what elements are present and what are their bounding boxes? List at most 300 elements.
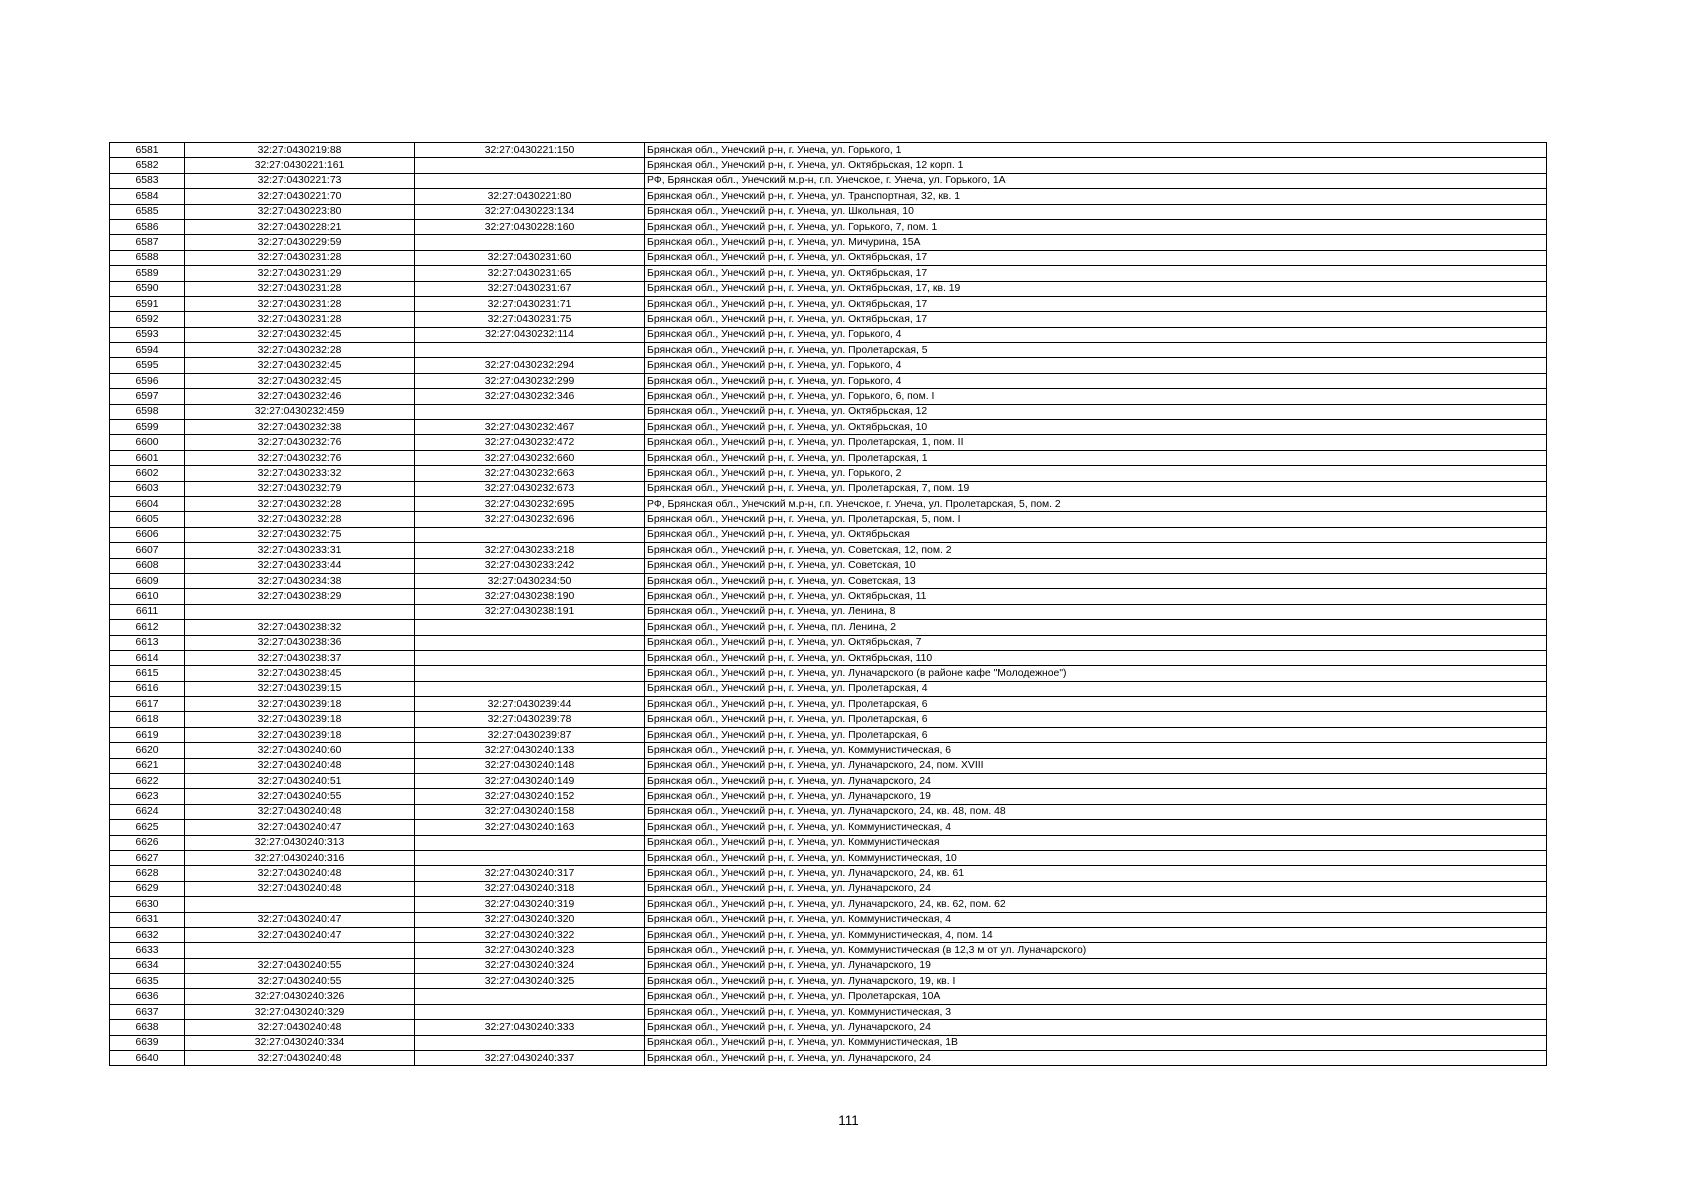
row-number-cell: 6636 — [110, 989, 185, 1004]
object-number-cell: 32:27:0430232:467 — [415, 420, 645, 435]
object-number-cell: 32:27:0430239:44 — [415, 697, 645, 712]
table-row — [110, 697, 1547, 712]
cadastral-number-cell: 32:27:0430240:47 — [185, 912, 415, 927]
address-cell: Брянская обл., Унечский р-н, г. Унеча, ул. Ленина, 8 — [645, 604, 1547, 619]
row-number-cell: 6616 — [110, 681, 185, 696]
address-cell: Брянская обл., Унечский р-н, г. Унеча, ул. Коммунистическая, 1В — [645, 1035, 1547, 1050]
address-cell: Брянская обл., Унечский р-н, г. Унеча, ул. Октябрьская, 7 — [645, 635, 1547, 650]
row-number-cell: 6623 — [110, 789, 185, 804]
table-row — [110, 435, 1547, 450]
address-cell: Брянская обл., Унечский р-н, г. Унеча, ул. Коммунистическая — [645, 835, 1547, 850]
row-number-cell: 6581 — [110, 143, 185, 158]
table-row — [110, 450, 1547, 465]
object-number-cell — [415, 404, 645, 419]
address-cell: Брянская обл., Унечский р-н, г. Унеча, ул. Октябрьская, 17 — [645, 250, 1547, 265]
table-row — [110, 820, 1547, 835]
address-cell: Брянская обл., Унечский р-н, г. Унеча, ул. Коммунистическая, 4 — [645, 912, 1547, 927]
address-cell: Брянская обл., Унечский р-н, г. Унеча, ул. Пролетарская, 6 — [645, 727, 1547, 742]
address-cell: Брянская обл., Унечский р-н, г. Унеча, ул. Коммунистическая (в 12,3 м от ул. Луначарского) — [645, 943, 1547, 958]
row-number-cell: 6583 — [110, 173, 185, 188]
object-number-cell: 32:27:0430240:152 — [415, 789, 645, 804]
address-cell: Брянская обл., Унечский р-н, г. Унеча, ул. Горького, 2 — [645, 466, 1547, 481]
cadastral-number-cell: 32:27:0430240:48 — [185, 866, 415, 881]
table-row — [110, 774, 1547, 789]
object-number-cell: 32:27:0430232:673 — [415, 481, 645, 496]
address-cell: Брянская обл., Унечский р-н, г. Унеча, ул. Пролетарская, 5, пом. I — [645, 512, 1547, 527]
table-row — [110, 527, 1547, 542]
row-number-cell: 6639 — [110, 1035, 185, 1050]
table-row — [110, 466, 1547, 481]
table-row — [110, 758, 1547, 773]
table-row — [110, 420, 1547, 435]
address-cell: Брянская обл., Унечский р-н, г. Унеча, ул. Пролетарская, 6 — [645, 697, 1547, 712]
row-number-cell: 6598 — [110, 404, 185, 419]
cadastral-number-cell: 32:27:0430221:73 — [185, 173, 415, 188]
row-number-cell: 6606 — [110, 527, 185, 542]
table-row — [110, 850, 1547, 865]
table-row — [110, 958, 1547, 973]
cadastral-number-cell: 32:27:0430232:45 — [185, 358, 415, 373]
table-row — [110, 389, 1547, 404]
address-cell: РФ, Брянская обл., Унечский м.р-н, г.п. Унечское, г. Унеча, ул. Горького, 1А — [645, 173, 1547, 188]
object-number-cell: 32:27:0430231:65 — [415, 266, 645, 281]
address-cell: Брянская обл., Унечский р-н, г. Унеча, пл. Ленина, 2 — [645, 620, 1547, 635]
table-row — [110, 943, 1547, 958]
address-cell: Брянская обл., Унечский р-н, г. Унеча, ул. Луначарского, 24 — [645, 774, 1547, 789]
table-row — [110, 512, 1547, 527]
cadastral-number-cell: 32:27:0430232:45 — [185, 327, 415, 342]
object-number-cell: 32:27:0430233:218 — [415, 543, 645, 558]
cadastral-number-cell: 32:27:0430240:55 — [185, 974, 415, 989]
object-number-cell: 32:27:0430238:190 — [415, 589, 645, 604]
address-cell: Брянская обл., Унечский р-н, г. Унеча, ул. Советская, 10 — [645, 558, 1547, 573]
address-cell: Брянская обл., Унечский р-н, г. Унеча, ул. Пролетарская, 4 — [645, 681, 1547, 696]
row-number-cell: 6625 — [110, 820, 185, 835]
cadastral-number-cell: 32:27:0430240:47 — [185, 820, 415, 835]
row-number-cell: 6612 — [110, 620, 185, 635]
cadastral-number-cell: 32:27:0430231:28 — [185, 281, 415, 296]
object-number-cell: 32:27:0430232:660 — [415, 450, 645, 465]
address-cell: Брянская обл., Унечский р-н, г. Унеча, ул. Луначарского, 19 — [645, 958, 1547, 973]
object-number-cell — [415, 850, 645, 865]
row-number-cell: 6600 — [110, 435, 185, 450]
address-cell: Брянская обл., Унечский р-н, г. Унеча, ул. Горького, 6, пом. I — [645, 389, 1547, 404]
address-cell: Брянская обл., Унечский р-н, г. Унеча, ул. Горького, 4 — [645, 358, 1547, 373]
cadastral-number-cell: 32:27:0430240:313 — [185, 835, 415, 850]
cadastral-number-cell: 32:27:0430240:47 — [185, 927, 415, 942]
cadastral-number-cell: 32:27:0430233:31 — [185, 543, 415, 558]
row-number-cell: 6609 — [110, 573, 185, 588]
object-number-cell — [415, 173, 645, 188]
address-cell: Брянская обл., Унечский р-н, г. Унеча, ул. Октябрьская, 10 — [645, 420, 1547, 435]
address-cell: Брянская обл., Унечский р-н, г. Унеча, ул. Октябрьская, 12 корп. 1 — [645, 158, 1547, 173]
object-number-cell: 32:27:0430240:325 — [415, 974, 645, 989]
object-number-cell: 32:27:0430232:472 — [415, 435, 645, 450]
cadastral-number-cell: 32:27:0430238:29 — [185, 589, 415, 604]
cadastral-number-cell: 32:27:0430233:32 — [185, 466, 415, 481]
cadastral-number-cell: 32:27:0430238:36 — [185, 635, 415, 650]
table-body — [110, 143, 1547, 1066]
address-cell: Брянская обл., Унечский р-н, г. Унеча, ул. Луначарского, 19, кв. I — [645, 974, 1547, 989]
table-row — [110, 296, 1547, 311]
object-number-cell: 32:27:0430240:163 — [415, 820, 645, 835]
cadastral-number-cell: 32:27:0430240:329 — [185, 1004, 415, 1019]
row-number-cell: 6632 — [110, 927, 185, 942]
cadastral-number-cell: 32:27:0430238:32 — [185, 620, 415, 635]
page-number: 111 — [838, 1113, 859, 1128]
address-cell: Брянская обл., Унечский р-н, г. Унеча, ул. Коммунистическая, 3 — [645, 1004, 1547, 1019]
object-number-cell: 32:27:0430240:333 — [415, 1020, 645, 1035]
address-cell: Брянская обл., Унечский р-н, г. Унеча, ул. Пролетарская, 5 — [645, 343, 1547, 358]
address-cell: Брянская обл., Унечский р-н, г. Унеча, ул. Октябрьская, 17 — [645, 312, 1547, 327]
row-number-cell: 6618 — [110, 712, 185, 727]
row-number-cell: 6615 — [110, 666, 185, 681]
row-number-cell: 6604 — [110, 496, 185, 511]
table-row — [110, 1035, 1547, 1050]
table-row — [110, 804, 1547, 819]
object-number-cell: 32:27:0430231:60 — [415, 250, 645, 265]
address-cell: Брянская обл., Унечский р-н, г. Унеча, ул. Луначарского, 24, пом. XVIII — [645, 758, 1547, 773]
object-number-cell — [415, 620, 645, 635]
table-row — [110, 927, 1547, 942]
table-row — [110, 312, 1547, 327]
address-cell: Брянская обл., Унечский р-н, г. Унеча, ул. Луначарского, 24, кв. 61 — [645, 866, 1547, 881]
address-cell: Брянская обл., Унечский р-н, г. Унеча, ул. Луначарского, 19 — [645, 789, 1547, 804]
object-number-cell — [415, 650, 645, 665]
address-cell: Брянская обл., Унечский р-н, г. Унеча, ул. Луначарского (в районе кафе "Молодежное") — [645, 666, 1547, 681]
row-number-cell: 6619 — [110, 727, 185, 742]
table-row — [110, 481, 1547, 496]
cadastral-number-cell: 32:27:0430240:334 — [185, 1035, 415, 1050]
cadastral-table — [109, 142, 1547, 1066]
cadastral-number-cell: 32:27:0430232:79 — [185, 481, 415, 496]
address-cell: Брянская обл., Унечский р-н, г. Унеча, ул. Коммунистическая, 4, пом. 14 — [645, 927, 1547, 942]
table-row — [110, 912, 1547, 927]
table-row — [110, 343, 1547, 358]
cadastral-number-cell: 32:27:0430221:161 — [185, 158, 415, 173]
object-number-cell: 32:27:0430232:299 — [415, 373, 645, 388]
row-number-cell: 6601 — [110, 450, 185, 465]
cadastral-number-cell — [185, 604, 415, 619]
object-number-cell — [415, 235, 645, 250]
address-cell: Брянская обл., Унечский р-н, г. Унеча, ул. Луначарского, 24 — [645, 1051, 1547, 1066]
row-number-cell: 6608 — [110, 558, 185, 573]
row-number-cell: 6607 — [110, 543, 185, 558]
table-row — [110, 635, 1547, 650]
cadastral-number-cell: 32:27:0430232:459 — [185, 404, 415, 419]
cadastral-number-cell: 32:27:0430221:70 — [185, 189, 415, 204]
row-number-cell: 6599 — [110, 420, 185, 435]
object-number-cell: 32:27:0430221:80 — [415, 189, 645, 204]
table-row — [110, 866, 1547, 881]
object-number-cell — [415, 1004, 645, 1019]
row-number-cell: 6595 — [110, 358, 185, 373]
object-number-cell: 32:27:0430240:158 — [415, 804, 645, 819]
row-number-cell: 6587 — [110, 235, 185, 250]
address-cell: Брянская обл., Унечский р-н, г. Унеча, ул. Октябрьская, 110 — [645, 650, 1547, 665]
table-row — [110, 573, 1547, 588]
row-number-cell: 6614 — [110, 650, 185, 665]
object-number-cell: 32:27:0430232:346 — [415, 389, 645, 404]
table-row — [110, 404, 1547, 419]
object-number-cell: 32:27:0430232:114 — [415, 327, 645, 342]
object-number-cell — [415, 158, 645, 173]
table-row — [110, 373, 1547, 388]
cadastral-number-cell: 32:27:0430229:59 — [185, 235, 415, 250]
row-number-cell: 6640 — [110, 1051, 185, 1066]
row-number-cell: 6582 — [110, 158, 185, 173]
object-number-cell: 32:27:0430228:160 — [415, 219, 645, 234]
row-number-cell: 6622 — [110, 774, 185, 789]
address-cell: Брянская обл., Унечский р-н, г. Унеча, ул. Луначарского, 24 — [645, 881, 1547, 896]
table-row — [110, 1051, 1547, 1066]
row-number-cell: 6585 — [110, 204, 185, 219]
row-number-cell: 6597 — [110, 389, 185, 404]
address-cell: РФ, Брянская обл., Унечский м.р-н, г.п. Унечское, г. Унеча, ул. Пролетарская, 5, пом. 2 — [645, 496, 1547, 511]
row-number-cell: 6592 — [110, 312, 185, 327]
cadastral-number-cell: 32:27:0430234:38 — [185, 573, 415, 588]
address-cell: Брянская обл., Унечский р-н, г. Унеча, ул. Горького, 4 — [645, 327, 1547, 342]
table-row — [110, 327, 1547, 342]
row-number-cell: 6602 — [110, 466, 185, 481]
address-cell: Брянская обл., Унечский р-н, г. Унеча, ул. Горького, 1 — [645, 143, 1547, 158]
object-number-cell: 32:27:0430223:134 — [415, 204, 645, 219]
cadastral-number-cell: 32:27:0430231:29 — [185, 266, 415, 281]
object-number-cell: 32:27:0430240:318 — [415, 881, 645, 896]
cadastral-number-cell: 32:27:0430240:326 — [185, 989, 415, 1004]
row-number-cell: 6611 — [110, 604, 185, 619]
cadastral-number-cell: 32:27:0430239:15 — [185, 681, 415, 696]
table-row — [110, 158, 1547, 173]
table-row — [110, 543, 1547, 558]
object-number-cell — [415, 989, 645, 1004]
object-number-cell: 32:27:0430231:67 — [415, 281, 645, 296]
address-cell: Брянская обл., Унечский р-н, г. Унеча, ул. Советская, 12, пом. 2 — [645, 543, 1547, 558]
table-row — [110, 989, 1547, 1004]
table-row — [110, 358, 1547, 373]
table-row — [110, 681, 1547, 696]
row-number-cell: 6624 — [110, 804, 185, 819]
row-number-cell: 6584 — [110, 189, 185, 204]
cadastral-number-cell: 32:27:0430223:80 — [185, 204, 415, 219]
cadastral-number-cell: 32:27:0430232:28 — [185, 496, 415, 511]
row-number-cell: 6621 — [110, 758, 185, 773]
cadastral-number-cell — [185, 943, 415, 958]
address-cell: Брянская обл., Унечский р-н, г. Унеча, ул. Пролетарская, 7, пом. 19 — [645, 481, 1547, 496]
cadastral-number-cell: 32:27:0430231:28 — [185, 250, 415, 265]
address-cell: Брянская обл., Унечский р-н, г. Унеча, ул. Луначарского, 24, кв. 62, пом. 62 — [645, 897, 1547, 912]
table-row — [110, 235, 1547, 250]
row-number-cell: 6613 — [110, 635, 185, 650]
cadastral-number-cell: 32:27:0430232:75 — [185, 527, 415, 542]
cadastral-number-cell: 32:27:0430233:44 — [185, 558, 415, 573]
cadastral-number-cell: 32:27:0430240:316 — [185, 850, 415, 865]
row-number-cell: 6596 — [110, 373, 185, 388]
row-number-cell: 6631 — [110, 912, 185, 927]
object-number-cell: 32:27:0430240:133 — [415, 743, 645, 758]
address-cell: Брянская обл., Унечский р-н, г. Унеча, ул. Пролетарская, 6 — [645, 712, 1547, 727]
object-number-cell: 32:27:0430232:663 — [415, 466, 645, 481]
address-cell: Брянская обл., Унечский р-н, г. Унеча, ул. Коммунистическая, 4 — [645, 820, 1547, 835]
cadastral-number-cell: 32:27:0430239:18 — [185, 727, 415, 742]
table-row — [110, 189, 1547, 204]
cadastral-number-cell: 32:27:0430232:28 — [185, 512, 415, 527]
row-number-cell: 6629 — [110, 881, 185, 896]
address-cell: Брянская обл., Унечский р-н, г. Унеча, ул. Октябрьская, 17, кв. 19 — [645, 281, 1547, 296]
object-number-cell — [415, 666, 645, 681]
table-row — [110, 835, 1547, 850]
address-cell: Брянская обл., Унечский р-н, г. Унеча, ул. Пролетарская, 10А — [645, 989, 1547, 1004]
table-row — [110, 219, 1547, 234]
cadastral-number-cell: 32:27:0430231:28 — [185, 296, 415, 311]
row-number-cell: 6593 — [110, 327, 185, 342]
object-number-cell: 32:27:0430232:294 — [415, 358, 645, 373]
cadastral-number-cell: 32:27:0430240:48 — [185, 1051, 415, 1066]
row-number-cell: 6594 — [110, 343, 185, 358]
row-number-cell: 6605 — [110, 512, 185, 527]
object-number-cell: 32:27:0430240:317 — [415, 866, 645, 881]
address-cell: Брянская обл., Унечский р-н, г. Унеча, ул. Октябрьская, 17 — [645, 296, 1547, 311]
row-number-cell: 6588 — [110, 250, 185, 265]
table-row — [110, 266, 1547, 281]
row-number-cell: 6590 — [110, 281, 185, 296]
address-cell: Брянская обл., Унечский р-н, г. Унеча, ул. Горького, 4 — [645, 373, 1547, 388]
table-row — [110, 143, 1547, 158]
object-number-cell: 32:27:0430240:337 — [415, 1051, 645, 1066]
cadastral-number-cell: 32:27:0430232:38 — [185, 420, 415, 435]
row-number-cell: 6586 — [110, 219, 185, 234]
object-number-cell: 32:27:0430240:148 — [415, 758, 645, 773]
table-row — [110, 897, 1547, 912]
row-number-cell: 6637 — [110, 1004, 185, 1019]
object-number-cell: 32:27:0430239:87 — [415, 727, 645, 742]
address-cell: Брянская обл., Унечский р-н, г. Унеча, ул. Советская, 13 — [645, 573, 1547, 588]
cadastral-number-cell: 32:27:0430240:51 — [185, 774, 415, 789]
cadastral-number-cell: 32:27:0430240:48 — [185, 1020, 415, 1035]
object-number-cell: 32:27:0430232:695 — [415, 496, 645, 511]
row-number-cell: 6591 — [110, 296, 185, 311]
table-row — [110, 881, 1547, 896]
table-row — [110, 173, 1547, 188]
object-number-cell: 32:27:0430240:324 — [415, 958, 645, 973]
table-row — [110, 743, 1547, 758]
table-row — [110, 281, 1547, 296]
cadastral-number-cell: 32:27:0430238:37 — [185, 650, 415, 665]
object-number-cell: 32:27:0430232:696 — [415, 512, 645, 527]
row-number-cell: 6603 — [110, 481, 185, 496]
cadastral-number-cell: 32:27:0430240:48 — [185, 758, 415, 773]
cadastral-number-cell: 32:27:0430219:88 — [185, 143, 415, 158]
object-number-cell: 32:27:0430240:149 — [415, 774, 645, 789]
cadastral-number-cell: 32:27:0430240:55 — [185, 789, 415, 804]
address-cell: Брянская обл., Унечский р-н, г. Унеча, ул. Октябрьская — [645, 527, 1547, 542]
object-number-cell — [415, 635, 645, 650]
object-number-cell — [415, 343, 645, 358]
table-row — [110, 604, 1547, 619]
object-number-cell: 32:27:0430234:50 — [415, 573, 645, 588]
row-number-cell: 6627 — [110, 850, 185, 865]
table-row — [110, 727, 1547, 742]
cadastral-number-cell — [185, 897, 415, 912]
cadastral-number-cell: 32:27:0430232:76 — [185, 450, 415, 465]
address-cell: Брянская обл., Унечский р-н, г. Унеча, ул. Луначарского, 24, кв. 48, пом. 48 — [645, 804, 1547, 819]
address-cell: Брянская обл., Унечский р-н, г. Унеча, ул. Коммунистическая, 10 — [645, 850, 1547, 865]
object-number-cell: 32:27:0430233:242 — [415, 558, 645, 573]
object-number-cell — [415, 835, 645, 850]
table-row — [110, 974, 1547, 989]
object-number-cell: 32:27:0430240:322 — [415, 927, 645, 942]
row-number-cell: 6610 — [110, 589, 185, 604]
table-row — [110, 650, 1547, 665]
cadastral-number-cell: 32:27:0430228:21 — [185, 219, 415, 234]
row-number-cell: 6634 — [110, 958, 185, 973]
address-cell: Брянская обл., Унечский р-н, г. Унеча, ул. Школьная, 10 — [645, 204, 1547, 219]
cadastral-number-cell: 32:27:0430240:60 — [185, 743, 415, 758]
row-number-cell: 6620 — [110, 743, 185, 758]
cadastral-number-cell: 32:27:0430232:45 — [185, 373, 415, 388]
cadastral-number-cell: 32:27:0430240:48 — [185, 804, 415, 819]
object-number-cell — [415, 527, 645, 542]
row-number-cell: 6633 — [110, 943, 185, 958]
object-number-cell: 32:27:0430238:191 — [415, 604, 645, 619]
object-number-cell — [415, 1035, 645, 1050]
address-cell: Брянская обл., Унечский р-н, г. Унеча, ул. Луначарского, 24 — [645, 1020, 1547, 1035]
address-cell: Брянская обл., Унечский р-н, г. Унеча, ул. Октябрьская, 17 — [645, 266, 1547, 281]
table-row — [110, 1004, 1547, 1019]
row-number-cell: 6638 — [110, 1020, 185, 1035]
object-number-cell: 32:27:0430240:319 — [415, 897, 645, 912]
cadastral-number-cell: 32:27:0430232:28 — [185, 343, 415, 358]
table-row — [110, 1020, 1547, 1035]
row-number-cell: 6626 — [110, 835, 185, 850]
row-number-cell: 6589 — [110, 266, 185, 281]
address-cell: Брянская обл., Унечский р-н, г. Унеча, ул. Мичурина, 15А — [645, 235, 1547, 250]
table-row — [110, 789, 1547, 804]
cadastral-number-cell: 32:27:0430238:45 — [185, 666, 415, 681]
cadastral-number-cell: 32:27:0430240:55 — [185, 958, 415, 973]
table-row — [110, 496, 1547, 511]
address-cell: Брянская обл., Унечский р-н, г. Унеча, ул. Горького, 7, пом. 1 — [645, 219, 1547, 234]
table-row — [110, 620, 1547, 635]
table-row — [110, 666, 1547, 681]
object-number-cell: 32:27:0430240:320 — [415, 912, 645, 927]
table-row — [110, 204, 1547, 219]
address-cell: Брянская обл., Унечский р-н, г. Унеча, ул. Коммунистическая, 6 — [645, 743, 1547, 758]
address-cell: Брянская обл., Унечский р-н, г. Унеча, ул. Октябрьская, 11 — [645, 589, 1547, 604]
object-number-cell: 32:27:0430231:71 — [415, 296, 645, 311]
address-cell: Брянская обл., Унечский р-н, г. Унеча, ул. Пролетарская, 1, пом. II — [645, 435, 1547, 450]
cadastral-number-cell: 32:27:0430239:18 — [185, 697, 415, 712]
address-cell: Брянская обл., Унечский р-н, г. Унеча, ул. Октябрьская, 12 — [645, 404, 1547, 419]
address-cell: Брянская обл., Унечский р-н, г. Унеча, ул. Транспортная, 32, кв. 1 — [645, 189, 1547, 204]
cadastral-number-cell: 32:27:0430240:48 — [185, 881, 415, 896]
row-number-cell: 6635 — [110, 974, 185, 989]
object-number-cell: 32:27:0430240:323 — [415, 943, 645, 958]
cadastral-number-cell: 32:27:0430239:18 — [185, 712, 415, 727]
object-number-cell: 32:27:0430221:150 — [415, 143, 645, 158]
table-row — [110, 589, 1547, 604]
table-row — [110, 712, 1547, 727]
row-number-cell: 6628 — [110, 866, 185, 881]
object-number-cell — [415, 681, 645, 696]
row-number-cell: 6630 — [110, 897, 185, 912]
table-row — [110, 250, 1547, 265]
address-cell: Брянская обл., Унечский р-н, г. Унеча, ул. Пролетарская, 1 — [645, 450, 1547, 465]
row-number-cell: 6617 — [110, 697, 185, 712]
cadastral-number-cell: 32:27:0430231:28 — [185, 312, 415, 327]
table-row — [110, 558, 1547, 573]
object-number-cell: 32:27:0430239:78 — [415, 712, 645, 727]
